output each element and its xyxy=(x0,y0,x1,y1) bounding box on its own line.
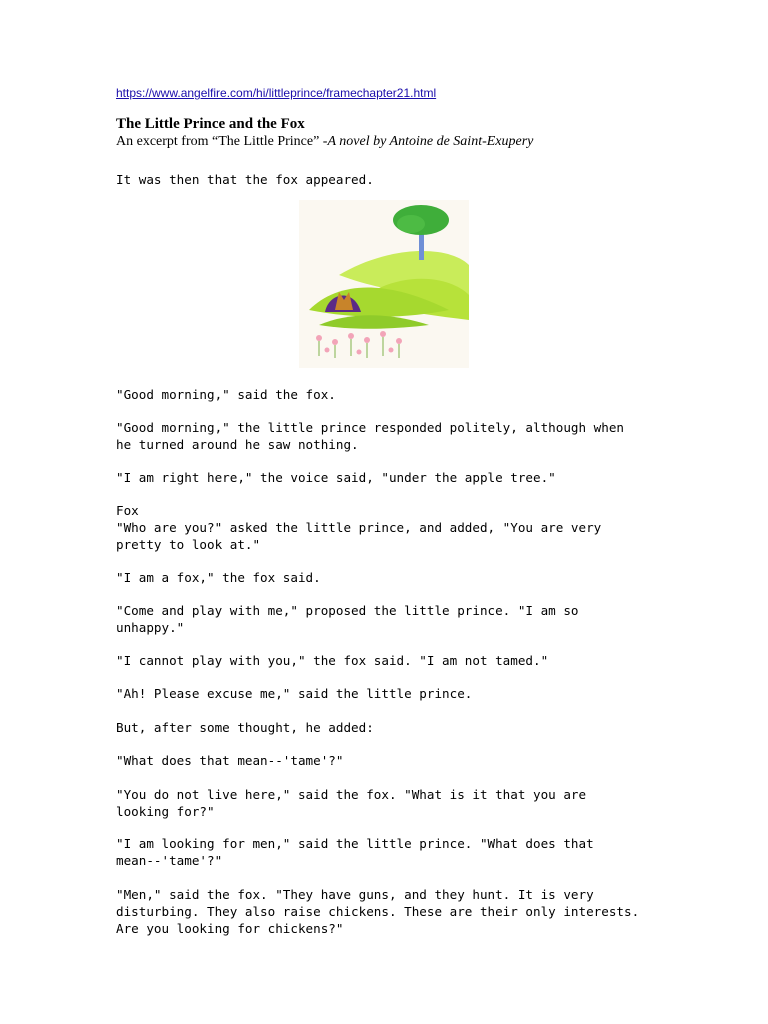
paragraph: "Men," said the fox. "They have guns, and they hunt. It is very disturbing. They also raise chickens. These are their only interests. Are you looking for chickens?" xyxy=(116,887,640,936)
paragraph: "Good morning," said the fox. xyxy=(116,387,336,402)
paragraph: "I cannot play with you," the fox said. "I am not tamed." xyxy=(116,653,549,668)
paragraph: "I am a fox," the fox said. xyxy=(116,570,321,585)
fox-hill-illustration xyxy=(299,200,469,368)
paragraph: "Good morning," the little prince responded politely, although when he turned around he saw nothing. xyxy=(116,420,624,452)
paragraph: "What does that mean--'tame'?" xyxy=(116,753,344,768)
paragraph: Fox "Who are you?" asked the little prince, and added, "You are very pretty to look at." xyxy=(116,503,602,552)
document-title: The Little Prince and the Fox xyxy=(116,116,305,132)
paragraph: "I am looking for men," said the little prince. "What does that mean--'tame'?" xyxy=(116,836,594,868)
paragraph: "You do not live here," said the fox. "What is it that you are looking for?" xyxy=(116,787,587,819)
paragraph: "Ah! Please excuse me," said the little prince. xyxy=(116,686,473,701)
subtitle-author: A novel by Antoine de Saint-Exupery xyxy=(327,134,534,149)
paragraph: But, after some thought, he added: xyxy=(116,720,374,735)
document-subtitle xyxy=(116,134,533,150)
source-link[interactable]: https://www.angelfire.com/hi/littleprince/framechapter21.html xyxy=(116,86,437,100)
subtitle-plain: An excerpt from “The Little Prince” - xyxy=(116,134,328,149)
paragraph: "Come and play with me," proposed the little prince. "I am so unhappy." xyxy=(116,603,579,635)
paragraph: It was then that the fox appeared. xyxy=(116,172,374,187)
paragraph: "I am right here," the voice said, "under the apple tree." xyxy=(116,470,556,485)
